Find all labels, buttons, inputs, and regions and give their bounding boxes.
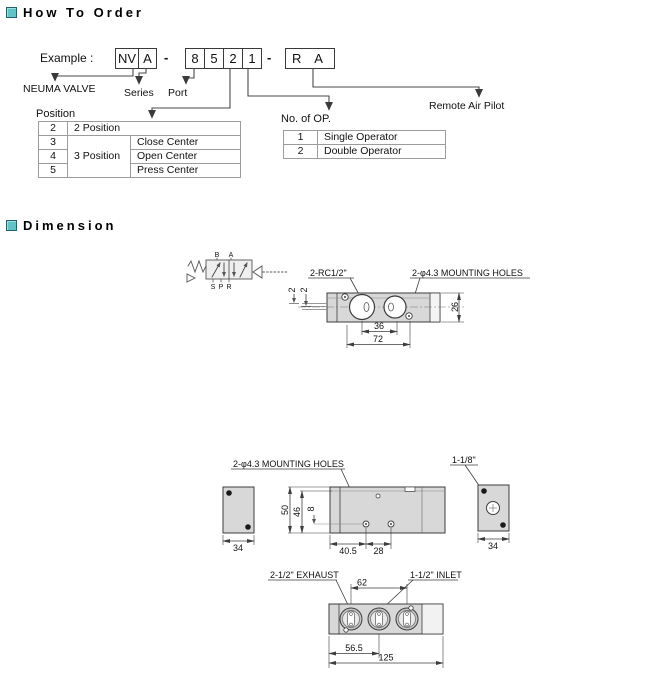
valve-symbol-drawing [187,252,287,291]
callout-port: Port [168,87,188,99]
position-code: 2 [39,122,68,136]
symbol-port-a-label: A [228,252,234,259]
section-bullet-icon [6,7,17,18]
how-to-order-header [6,5,144,20]
dim-40-5: 40.5 [339,546,357,556]
port-size-label: 2-RC1/2" [310,268,347,278]
symbol-port-p-label: P [218,284,224,291]
left-end-view-drawing [223,487,254,553]
exhaust-label: 2-1/2" EXHAUST [270,570,339,580]
position-type: 2 Position [68,122,241,136]
table-row [284,131,446,145]
position-table [38,121,241,178]
code-separator-1: - [164,50,169,65]
dim-34: 34 [487,541,499,551]
dim-50: 50 [280,504,290,516]
code-cell-a: A [138,48,157,69]
symbol-port-r-label: R [226,284,232,291]
mounting-holes-label: 2-φ4.3 MOUNTING HOLES [412,268,523,278]
code-cell-nv: NV [115,48,139,69]
dim-62: 62 [356,577,368,588]
code-separator-2: - [267,50,272,65]
section-title: How To Order [23,5,144,20]
op-table [283,130,446,159]
dim-56-5: 56.5 [345,643,363,653]
code-cell-ra: R A [285,48,335,69]
symbol-port-b-label: B [214,252,220,259]
screw-head [226,490,232,496]
pilot-hole [344,628,348,632]
code-cell-8: 8 [185,48,205,69]
dim-72: 72 [372,334,384,344]
connector-neuma-valve [55,68,133,80]
position-variant: Open Center [131,150,241,164]
dim-46: 46 [292,506,302,518]
position-code: 5 [39,164,68,178]
position-table-title: Position [36,108,76,120]
port-circle [350,295,375,320]
connector-position [152,68,230,117]
dim-36: 36 [373,321,385,331]
connector-series [139,68,146,83]
position-code: 4 [39,150,68,164]
op-code: 2 [284,145,318,159]
screw-head [481,488,487,494]
table-row [284,145,446,159]
code-cell-1: 1 [242,48,262,69]
position-variant: Close Center [131,136,241,150]
screw-head [500,522,506,528]
section-bullet-icon [6,220,17,231]
dim-8: 8 [306,506,316,512]
spring-symbol [188,261,206,272]
exhaust-triangle-symbol [187,274,195,282]
bottom-port-circles [340,608,418,630]
op-table-title: No. of OP. [281,113,331,125]
op-code: 1 [284,131,318,145]
right-end-view-drawing [450,455,509,551]
front-view-drawing [231,459,445,556]
table-row [39,136,241,150]
section-title: Dimension [23,218,117,233]
dim-2a: 2 [287,287,297,293]
symbol-port-s-label: S [210,284,216,291]
dimension-drawings [0,232,650,674]
pilot-hole [409,606,413,610]
position-code: 3 [39,136,68,150]
position-type: 3 Position [68,136,131,178]
dim-28: 28 [373,546,384,556]
code-cell-2: 2 [223,48,243,69]
pilot-port-label: 1-1/8" [452,455,476,465]
callout-remote-air-pilot: Remote Air Pilot [429,100,505,112]
connector-no-of-op [248,68,329,109]
callout-series: Series [124,87,154,99]
dimension-header [6,218,116,233]
port-circle [384,296,406,318]
callout-neuma-valve: NEUMA VALVE [23,83,96,95]
pilot-triangle-symbol [253,266,262,278]
valve-body-front [330,487,445,533]
dim-125: 125 [378,652,394,663]
connector-remote-air-pilot [313,68,479,96]
mounting-holes-label: 2-φ4.3 MOUNTING HOLES [233,459,344,469]
op-label: Double Operator [318,145,446,159]
position-variant: Press Center [131,164,241,178]
dim-26: 26 [450,301,460,313]
screw-head [245,524,251,530]
inlet-label: 1-1/2" INLET [410,570,462,580]
dim-34: 34 [232,543,244,553]
op-label: Single Operator [318,131,446,145]
connector-port [186,68,194,83]
dim-2b: 2 [299,287,309,293]
table-row [39,122,241,136]
bottom-view-drawing [268,570,462,668]
code-cell-5: 5 [204,48,224,69]
top-view-drawing [287,268,530,348]
example-label: Example : [40,51,94,65]
